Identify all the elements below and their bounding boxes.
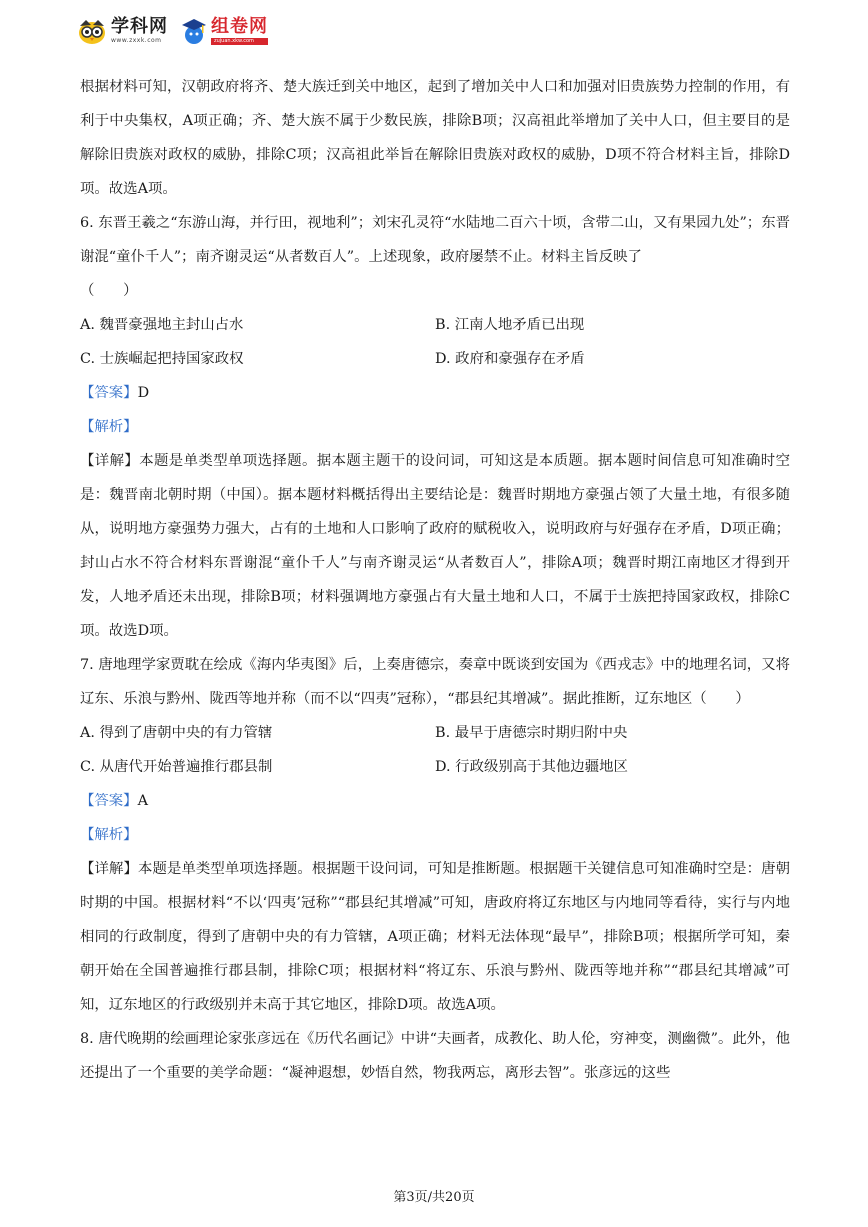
analysis-tag: 【解析】	[80, 419, 138, 435]
q6-detail	[80, 444, 790, 648]
q6-answer	[80, 376, 790, 410]
detail-tag: 【详解】	[80, 453, 140, 469]
page-header	[77, 13, 268, 49]
q7-detail-text: 本题是单类型单项选择题。根据题干设问词，可知是推断题。根据题干关键信息可知准确时空是：唐朝时期的中国。根据材料“不以‘四夷’冠称”“郡县纪其增减”可知，唐政府将辽东地区与内地同等看待，实行与内地相同的行政制度，得到了唐朝中央的有力管辖，A项正确；材料无法体现“最早”，排除B项；根据所学可知，秦朝开始在全国普遍推行郡县制，排除C项；根据材料“将辽东、乐浪与黔州、陇西等地并称”“郡县纪其增减”可知，辽东地区的行政级别并未高于其它地区，排除D项。故选A项。	[80, 861, 790, 1013]
q7-analysis-heading	[80, 818, 790, 852]
q7-stem: 7. 唐地理学家贾耽在绘成《海内华夷图》后，上奏唐德宗，奏章中既谈到安国为《西戎志》中的地理名词，又将辽东、乐浪与黔州、陇西等地并称（而不以“四夷”冠称），“郡县纪其增减”。据此推断，辽东地区（ ）	[80, 657, 790, 707]
q6-paren: （ ）	[80, 283, 138, 299]
q5-analysis-text: 根据材料可知，汉朝政府将齐、楚大族迁到关中地区，起到了增加关中人口和加强对旧贵族势力控制的作用，有利于中央集权，A项正确；齐、楚大族不属于少数民族，排除B项；汉高祖此举增加了关中人口，但主要目的是解除旧贵族对政权的威胁，排除C项；汉高祖此举旨在解除旧贵族对政权的威胁，D项不符合材料主旨，排除D项。故选A项。	[80, 79, 790, 197]
answer-tag: 【答案】	[80, 385, 138, 401]
q7-option-a: A. 得到了唐朝中央的有力管辖	[80, 725, 273, 741]
q7-option-b: B. 最早于唐德宗时期归附中央	[435, 725, 628, 741]
q7-options-row-2	[80, 750, 790, 784]
q6-analysis-heading	[80, 410, 790, 444]
answer-tag: 【答案】	[80, 793, 138, 809]
q8-stem: 8. 唐代晚期的绘画理论家张彦远在《历代名画记》中讲“夫画者，成教化、助人伦，穷神变，测幽微”。此外，他还提出了一个重要的美学命题：“凝神遐想，妙悟自然，物我两忘，离形去智”。张彦远的这些	[80, 1031, 790, 1081]
page-number: 第3页/共20页	[393, 1190, 475, 1205]
zxxk-logo	[77, 17, 168, 45]
q6-option-d: D. 政府和豪强存在矛盾	[435, 351, 585, 367]
q6-option-b: B. 江南人地矛盾已出现	[435, 317, 585, 333]
q6-answer-value: D	[137, 385, 150, 401]
detail-tag: 【详解】	[80, 861, 138, 877]
q7-option-c: C. 从唐代开始普遍推行郡县制	[80, 759, 273, 775]
q6-options-row-2	[80, 342, 790, 376]
q7-answer	[80, 784, 790, 818]
q6-options-row-1	[80, 308, 790, 342]
q7-answer-value: A	[137, 793, 148, 809]
logo1-name: 学科网	[111, 16, 168, 37]
q6-option-c: C. 士族崛起把持国家政权	[80, 351, 244, 367]
q7-option-d: D. 行政级别高于其他边疆地区	[435, 759, 628, 775]
q7-options-row-1	[80, 716, 790, 750]
logo1-url: www.zxxk.com	[111, 37, 162, 44]
q6-stem: 6. 东晋王羲之“东游山海，并行田，视地利”；刘宋孔灵符“水陆地二百六十顷，含带二山，又有果园九处”；东晋谢混“童仆千人”；南齐谢灵运“从者数百人”。上述现象，政府屡禁不止。材料主旨反映了	[80, 215, 790, 265]
zujuan-logo	[180, 16, 268, 46]
q7-detail	[80, 852, 790, 1022]
q6-option-a: A. 魏晋豪强地主封山占水	[80, 317, 244, 333]
graduation-hat-icon	[180, 16, 208, 46]
page-content	[80, 70, 790, 1090]
logo2-name: 组卷网	[211, 15, 268, 37]
logo2-url: zujuan.xkw.com	[211, 38, 268, 45]
analysis-tag: 【解析】	[80, 827, 138, 843]
owl-logo-icon	[77, 17, 107, 45]
q6-detail-text: 本题是单类型单项选择题。据本题主题干的设问词，可知这是本质题。据本题时间信息可知准确时空是：魏晋南北朝时期（中国）。据本题材料概括得出主要结论是：魏晋时期地方豪强占领了大量土地，有很多随从，说明地方豪强势力强大，占有的土地和人口影响了政府的赋税收入，说明政府与好强存在矛盾，D项正确；封山占水不符合材料东晋谢混“童仆千人”与南齐谢灵运“从者数百人”，排除A项；魏晋时期江南地区才得到开发，人地矛盾还未出现，排除B项；材料强调地方豪强占有大量土地和人口，不属于士族把持国家政权，排除C项。故选D项。	[80, 453, 790, 639]
